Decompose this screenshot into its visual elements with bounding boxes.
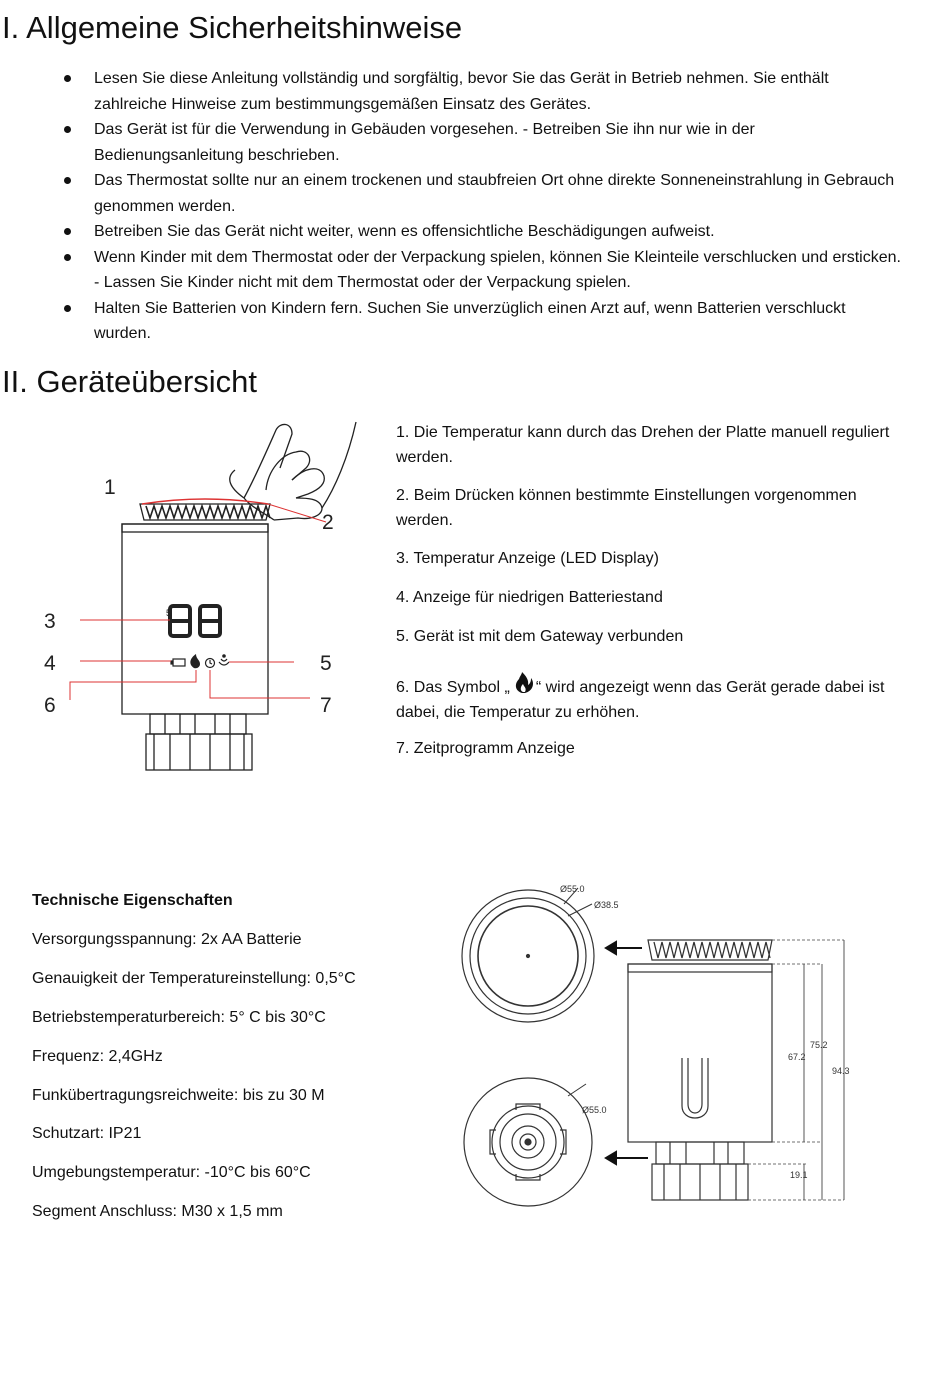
clock-icon (206, 659, 215, 668)
dim-top-outer: Ø55.0 (560, 884, 585, 894)
dim-height-total: 94.3 (832, 1066, 850, 1076)
dim-bottom-dia: Ø55.0 (582, 1105, 607, 1115)
list-item: Lesen Sie diese Anleitung vollständig und sorgfältig, bevor Sie das Gerät in Betrieb nehmen. Sie enthält zahlreiche Hinweise zum bestimmungsgemäßen Einsatz des Gerätes. (94, 66, 904, 117)
callout-4: 4 (44, 652, 56, 675)
spec-item: Funkübertragungsreichweite: bis zu 30 M (32, 1087, 325, 1104)
flame-icon (190, 654, 200, 668)
spec-item: Genauigkeit der Temperatureinstellung: 0,5°C (32, 970, 356, 987)
bullet-icon (64, 75, 71, 82)
display-small-indicator: 5 (166, 608, 172, 618)
flame-icon (512, 672, 534, 694)
desc-4: 4. Anzeige für niedrigen Batteriestand (396, 589, 663, 606)
battery-icon (171, 659, 185, 666)
desc-6: 6. Das Symbol „ “ wird angezeigt wenn das Gerät gerade dabei ist dabei, die Temperatur zu erhöhen. (396, 672, 916, 725)
bullet-icon (64, 305, 71, 312)
list-item: Halten Sie Batterien von Kindern fern. Suchen Sie unverzüglich einen Arzt auf, wenn Batterien verschluckt wurden. (94, 296, 904, 347)
hand-icon (230, 422, 356, 520)
callout-5: 5 (320, 652, 332, 675)
callout-7: 7 (320, 694, 332, 717)
led-display (170, 606, 220, 636)
desc-1: 1. Die Temperatur kann durch das Drehen der Platte manuell reguliert werden. (396, 424, 890, 466)
bullet-icon (64, 228, 71, 235)
dim-height-mid: 75.2 (810, 1040, 828, 1050)
callout-1: 1 (104, 476, 116, 499)
section-title-overview: II. Geräteübersicht (2, 364, 258, 399)
list-item: Betreiben Sie das Gerät nicht weiter, wenn es offensichtliche Beschädigungen aufweist. (94, 219, 904, 245)
dim-top-inner: Ø38.5 (594, 900, 619, 910)
desc-5: 5. Gerät ist mit dem Gateway verbunden (396, 628, 684, 645)
spec-item: Schutzart: IP21 (32, 1125, 142, 1142)
list-item: Wenn Kinder mit dem Thermostat oder der Verpackung spielen, können Sie Kleinteile verschlucken und ersticken. - Lassen Sie Kinder nicht mit dem Thermostat oder der Verpackung spielen. (94, 245, 904, 296)
callout-2: 2 (322, 511, 334, 534)
callout-3: 3 (44, 610, 56, 633)
dim-height-base: 19.1 (790, 1170, 808, 1180)
safety-list (94, 66, 904, 347)
spec-item: Umgebungstemperatur: -10°C bis 60°C (32, 1164, 311, 1181)
gateway-icon (219, 655, 229, 665)
dim-height-body: 67.2 (788, 1052, 806, 1062)
spec-item: Frequenz: 2,4GHz (32, 1048, 163, 1065)
list-item: Das Gerät ist für die Verwendung in Gebäuden vorgesehen. - Betreiben Sie ihn nur wie in der Bedienungsanleitung beschrieben. (94, 117, 904, 168)
device-overview-diagram (30, 408, 390, 788)
callout-6: 6 (44, 694, 56, 717)
desc-2: 2. Beim Drücken können bestimmte Einstellungen vorgenommen werden. (396, 487, 857, 529)
desc-3: 3. Temperatur Anzeige (LED Display) (396, 550, 659, 567)
section-title-safety: I. Allgemeine Sicherheitshinweise (2, 10, 463, 45)
spec-item: Versorgungsspannung: 2x AA Batterie (32, 931, 302, 948)
desc-7: 7. Zeitprogramm Anzeige (396, 740, 575, 757)
spec-item: Betriebstemperaturbereich: 5° C bis 30°C (32, 1009, 326, 1026)
list-item: Das Thermostat sollte nur an einem trockenen und staubfreien Ort ohne direkte Sonneneinstrahlung in Gebrauch genommen werden. (94, 168, 904, 219)
specs-title: Technische Eigenschaften (32, 892, 233, 909)
dimension-drawing (460, 878, 880, 1208)
spec-item: Segment Anschluss: M30 x 1,5 mm (32, 1203, 283, 1220)
bullet-icon (64, 254, 71, 261)
bullet-icon (64, 126, 71, 133)
bullet-icon (64, 177, 71, 184)
